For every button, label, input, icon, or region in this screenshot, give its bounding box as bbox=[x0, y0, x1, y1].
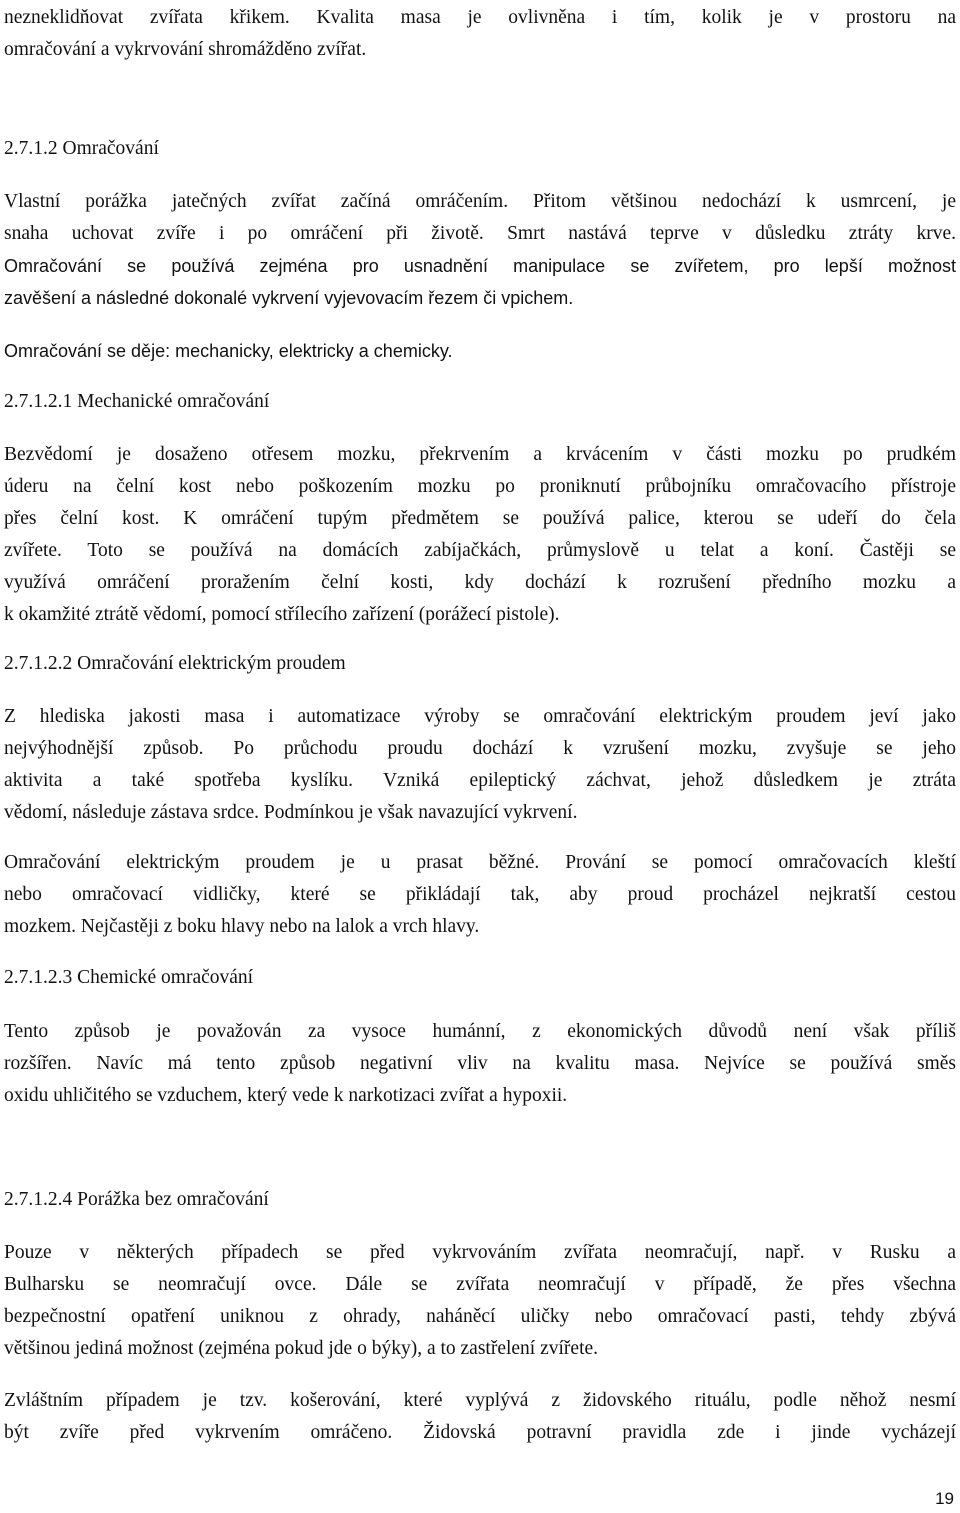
text-line: oxidu uhličitého se vzduchem, který vede k narkotizaci zvířat a hypoxii. bbox=[4, 1085, 568, 1106]
text-line: nebo omračovací vidličky, které se přikládají tak, aby proud procházel nejkratší cestou bbox=[4, 884, 956, 905]
text-line: Omračování se používá zejména pro usnadnění manipulace se zvířetem, pro lepší možnost bbox=[4, 256, 956, 276]
page-number: 19 bbox=[935, 1489, 954, 1508]
text-line: využívá omráčení proražením čelní kosti, kdy dochází k rozrušení předního mozku a bbox=[4, 572, 956, 593]
text-line: omračování a vykrvování shromážděno zvířat. bbox=[4, 39, 367, 60]
text-line: Bezvědomí je dosaženo otřesem mozku, překrvením a krvácením v části mozku po prudkém bbox=[4, 444, 956, 465]
text-line: snaha uchovat zvíře i po omráčení při životě. Smrt nastává teprve v důsledku ztráty krve. bbox=[4, 223, 956, 244]
text-line: Vlastní porážka jatečných zvířat začíná omráčením. Přitom většinou nedochází k usmrcení, je bbox=[4, 191, 956, 212]
text-line: rozšířen. Navíc má tento způsob negativní vliv na kvalitu masa. Nejvíce se používá směs bbox=[4, 1053, 956, 1074]
text-line: k okamžité ztrátě vědomí, pomocí střílecího zařízení (porážecí pistole). bbox=[4, 604, 560, 625]
text-line: být zvíře před vykrvením omráčeno. Židovská potravní pravidla zde i jinde vycházejí bbox=[4, 1422, 956, 1443]
text-line: nejvýhodnější způsob. Po průchodu proudu dochází k vzrušení mozku, zvyšuje se jeho bbox=[4, 738, 956, 759]
text-line: většinou jediná možnost (zejména pokud jde o býky), a to zastřelení zvířete. bbox=[4, 1338, 599, 1359]
text-line: zavěšení a následné dokonalé vykrvení vyjevovacím řezem či vpichem. bbox=[4, 288, 574, 308]
text-line: zvířete. Toto se používá na domácích zabíjačkách, průmyslově u telat a koní. Častěji se bbox=[4, 540, 956, 561]
section-heading: 2.7.1.2.2 Omračování elektrickým proudem bbox=[4, 653, 346, 674]
text-line: Z hlediska jakosti masa i automatizace výroby se omračování elektrickým proudem jeví jako bbox=[4, 706, 956, 727]
text-line: Omračování se děje: mechanicky, elektricky a chemicky. bbox=[4, 341, 453, 361]
text-line: Bulharsku se neomračují ovce. Dále se zvířata neomračují v případě, že přes všechna bbox=[4, 1274, 956, 1295]
text-line: Tento způsob je považován za vysoce humánní, z ekonomických důvodů není však příliš bbox=[4, 1021, 956, 1042]
text-line: nezneklidňovat zvířata křikem. Kvalita masa je ovlivněna i tím, kolik je v prostoru na bbox=[4, 7, 956, 28]
text-line: přes čelní kost. K omráčení tupým předmětem se používá palice, kterou se udeří do čela bbox=[4, 508, 956, 529]
section-heading: 2.7.1.2.1 Mechanické omračování bbox=[4, 391, 270, 412]
text-line: Omračování elektrickým proudem je u prasat běžné. Prování se pomocí omračovacích kleští bbox=[4, 852, 956, 873]
section-heading: 2.7.1.2 Omračování bbox=[4, 138, 159, 159]
text-line: úderu na čelní kost nebo poškozením mozku po proniknutí průbojníku omračovacího přístroje bbox=[4, 476, 956, 497]
text-line: aktivita a také spotřeba kyslíku. Vzniká epileptický záchvat, jehož důsledkem je ztráta bbox=[4, 770, 956, 791]
text-line: mozkem. Nejčastěji z boku hlavy nebo na lalok a vrch hlavy. bbox=[4, 916, 480, 937]
section-heading: 2.7.1.2.3 Chemické omračování bbox=[4, 967, 254, 988]
section-heading: 2.7.1.2.4 Porážka bez omračování bbox=[4, 1189, 269, 1210]
text-line: vědomí, následuje zástava srdce. Podmínkou je však navazující vykrvení. bbox=[4, 802, 578, 823]
text-line: bezpečnostní opatření uniknou z ohrady, naháněcí uličky nebo omračovací pasti, tehdy zbývá bbox=[4, 1306, 956, 1327]
text-line: Pouze v některých případech se před vykrvováním zvířata neomračují, např. v Rusku a bbox=[4, 1242, 956, 1263]
text-line: Zvláštním případem je tzv. košerování, které vyplývá z židovského rituálu, podle něhož nesmí bbox=[4, 1390, 956, 1411]
